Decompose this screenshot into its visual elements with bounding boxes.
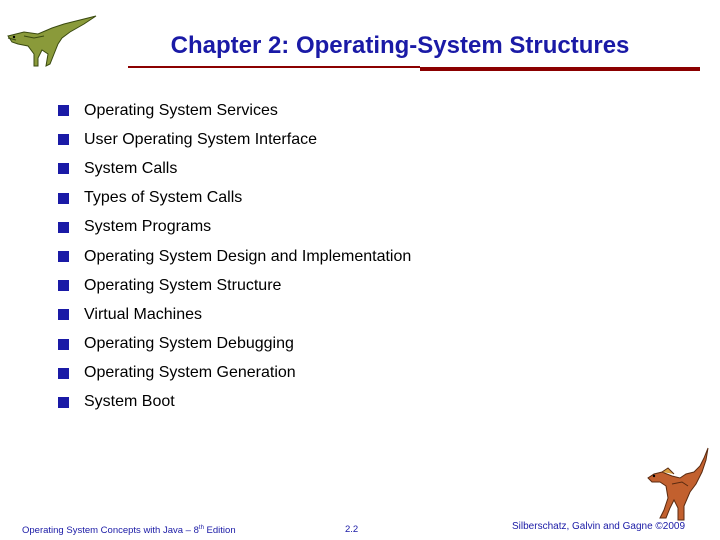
bullet-text: Types of System Calls <box>84 189 243 207</box>
footer-book-title-suffix: Edition <box>203 525 236 537</box>
footer-edition-sup: th <box>198 525 204 531</box>
bullet-item <box>58 271 411 300</box>
title-underline-thick <box>420 67 700 71</box>
bullet-text: Operating System Debugging <box>84 335 294 353</box>
bullet-item <box>58 300 411 329</box>
page-number: 2.2 <box>345 524 359 535</box>
bullet-item <box>58 388 411 417</box>
bullet-item <box>58 330 411 359</box>
slide-title: Chapter 2: Operating-System Structures <box>170 32 630 59</box>
footer-book-title <box>22 525 236 536</box>
square-bullet-icon <box>58 251 69 262</box>
square-bullet-icon <box>58 339 69 350</box>
bullet-text: Operating System Design and Implementation <box>84 247 412 265</box>
bullet-item <box>58 154 411 183</box>
square-bullet-icon <box>58 163 69 174</box>
square-bullet-icon <box>58 134 69 145</box>
square-bullet-icon <box>58 280 69 291</box>
bullet-text: System Calls <box>84 159 178 177</box>
bullet-text: Operating System Structure <box>84 276 282 294</box>
bullet-list <box>58 96 411 417</box>
bullet-text: System Programs <box>84 218 212 236</box>
dinosaur-icon <box>638 444 712 524</box>
bullet-item <box>58 96 411 125</box>
bullet-item <box>58 125 411 154</box>
footer-authors: Silberschatz, Galvin and Gagne ©2009 <box>512 521 686 532</box>
bullet-text: User Operating System Interface <box>84 130 317 148</box>
bullet-text: Operating System Generation <box>84 364 296 382</box>
bullet-text: System Boot <box>84 393 175 411</box>
square-bullet-icon <box>58 309 69 320</box>
bullet-item <box>58 184 411 213</box>
footer-book-title-main: Operating System Concepts with Java – 8 <box>22 525 199 537</box>
bullet-item <box>58 213 411 242</box>
title-underline <box>128 66 420 68</box>
bullet-item <box>58 242 411 271</box>
square-bullet-icon <box>58 193 69 204</box>
square-bullet-icon <box>58 368 69 379</box>
bullet-text: Operating System Services <box>84 101 278 119</box>
bullet-text: Virtual Machines <box>84 305 202 323</box>
square-bullet-icon <box>58 105 69 116</box>
dinosaur-icon <box>4 14 100 70</box>
square-bullet-icon <box>58 222 69 233</box>
square-bullet-icon <box>58 397 69 408</box>
bullet-item <box>58 359 411 388</box>
